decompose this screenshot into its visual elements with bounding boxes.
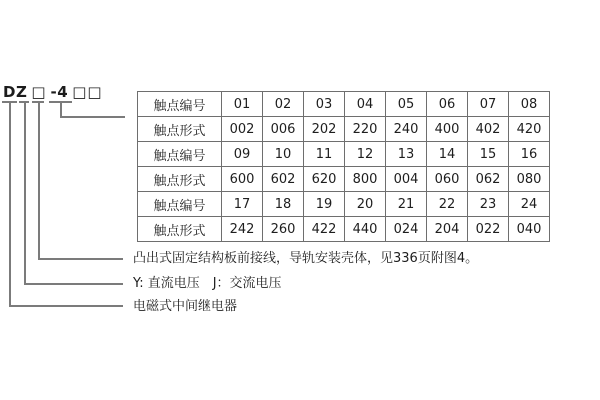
value-cell: 420 <box>509 117 550 142</box>
table-row <box>138 92 550 117</box>
value-cell: 06 <box>427 92 468 117</box>
value-cell: 220 <box>345 117 386 142</box>
contact-table <box>137 91 550 242</box>
value-cell: 600 <box>222 167 263 192</box>
value-cell: 004 <box>386 167 427 192</box>
value-cell: 14 <box>427 142 468 167</box>
value-cell: 01 <box>222 92 263 117</box>
value-cell: 620 <box>304 167 345 192</box>
annotation-structure: 凸出式固定结构板前接线，导轨安装壳体，见336页附图4。 <box>133 251 479 266</box>
value-cell: 21 <box>386 192 427 217</box>
leader-hline-voltage-type <box>24 283 123 285</box>
leader-hline-structure <box>38 258 123 260</box>
leader-vline-voltage-type <box>24 102 26 284</box>
value-cell: 800 <box>345 167 386 192</box>
value-cell: 006 <box>263 117 304 142</box>
value-cell: 204 <box>427 217 468 242</box>
value-cell: 09 <box>222 142 263 167</box>
value-cell: 07 <box>468 92 509 117</box>
value-cell: 12 <box>345 142 386 167</box>
value-cell: 05 <box>386 92 427 117</box>
value-cell: 19 <box>304 192 345 217</box>
value-cell: 002 <box>222 117 263 142</box>
contact-table-body <box>138 92 550 242</box>
value-cell: 10 <box>263 142 304 167</box>
table-row <box>138 217 550 242</box>
model-designation <box>3 83 103 101</box>
value-cell: 202 <box>304 117 345 142</box>
leader-hline-contact-code <box>60 116 125 118</box>
value-cell: 08 <box>509 92 550 117</box>
model-prefix: DZ <box>3 83 28 101</box>
model-contact-boxes: □□ <box>72 83 103 101</box>
value-cell: 440 <box>345 217 386 242</box>
value-cell: 11 <box>304 142 345 167</box>
row-label-cell: 触点编号 <box>138 192 222 217</box>
value-cell: 240 <box>386 117 427 142</box>
annotation-voltage-type: Y: 直流电压 J：交流电压 <box>133 276 282 291</box>
value-cell: 080 <box>509 167 550 192</box>
value-cell: 17 <box>222 192 263 217</box>
table-row <box>138 117 550 142</box>
row-label-cell: 触点编号 <box>138 142 222 167</box>
row-label-cell: 触点形式 <box>138 167 222 192</box>
value-cell: 422 <box>304 217 345 242</box>
table-row <box>138 167 550 192</box>
value-cell: 15 <box>468 142 509 167</box>
model-voltage-box: □ <box>31 83 47 101</box>
value-cell: 040 <box>509 217 550 242</box>
value-cell: 400 <box>427 117 468 142</box>
value-cell: 022 <box>468 217 509 242</box>
value-cell: 04 <box>345 92 386 117</box>
value-cell: 260 <box>263 217 304 242</box>
value-cell: 23 <box>468 192 509 217</box>
value-cell: 060 <box>427 167 468 192</box>
value-cell: 062 <box>468 167 509 192</box>
leader-vline-relay-type <box>9 102 11 306</box>
leader-vline-contact-code <box>60 102 62 117</box>
annotation-relay-type: 电磁式中间继电器 <box>133 299 238 314</box>
leader-hline-relay-type <box>9 305 123 307</box>
value-cell: 22 <box>427 192 468 217</box>
table-row <box>138 142 550 167</box>
value-cell: 20 <box>345 192 386 217</box>
model-series-number: -4 <box>50 83 69 101</box>
leader-vline-structure <box>38 102 40 259</box>
row-label-cell: 触点形式 <box>138 117 222 142</box>
row-label-cell: 触点形式 <box>138 217 222 242</box>
value-cell: 602 <box>263 167 304 192</box>
value-cell: 402 <box>468 117 509 142</box>
value-cell: 18 <box>263 192 304 217</box>
value-cell: 24 <box>509 192 550 217</box>
value-cell: 02 <box>263 92 304 117</box>
table-row <box>138 192 550 217</box>
value-cell: 242 <box>222 217 263 242</box>
value-cell: 024 <box>386 217 427 242</box>
value-cell: 03 <box>304 92 345 117</box>
row-label-cell: 触点编号 <box>138 92 222 117</box>
value-cell: 16 <box>509 142 550 167</box>
value-cell: 13 <box>386 142 427 167</box>
